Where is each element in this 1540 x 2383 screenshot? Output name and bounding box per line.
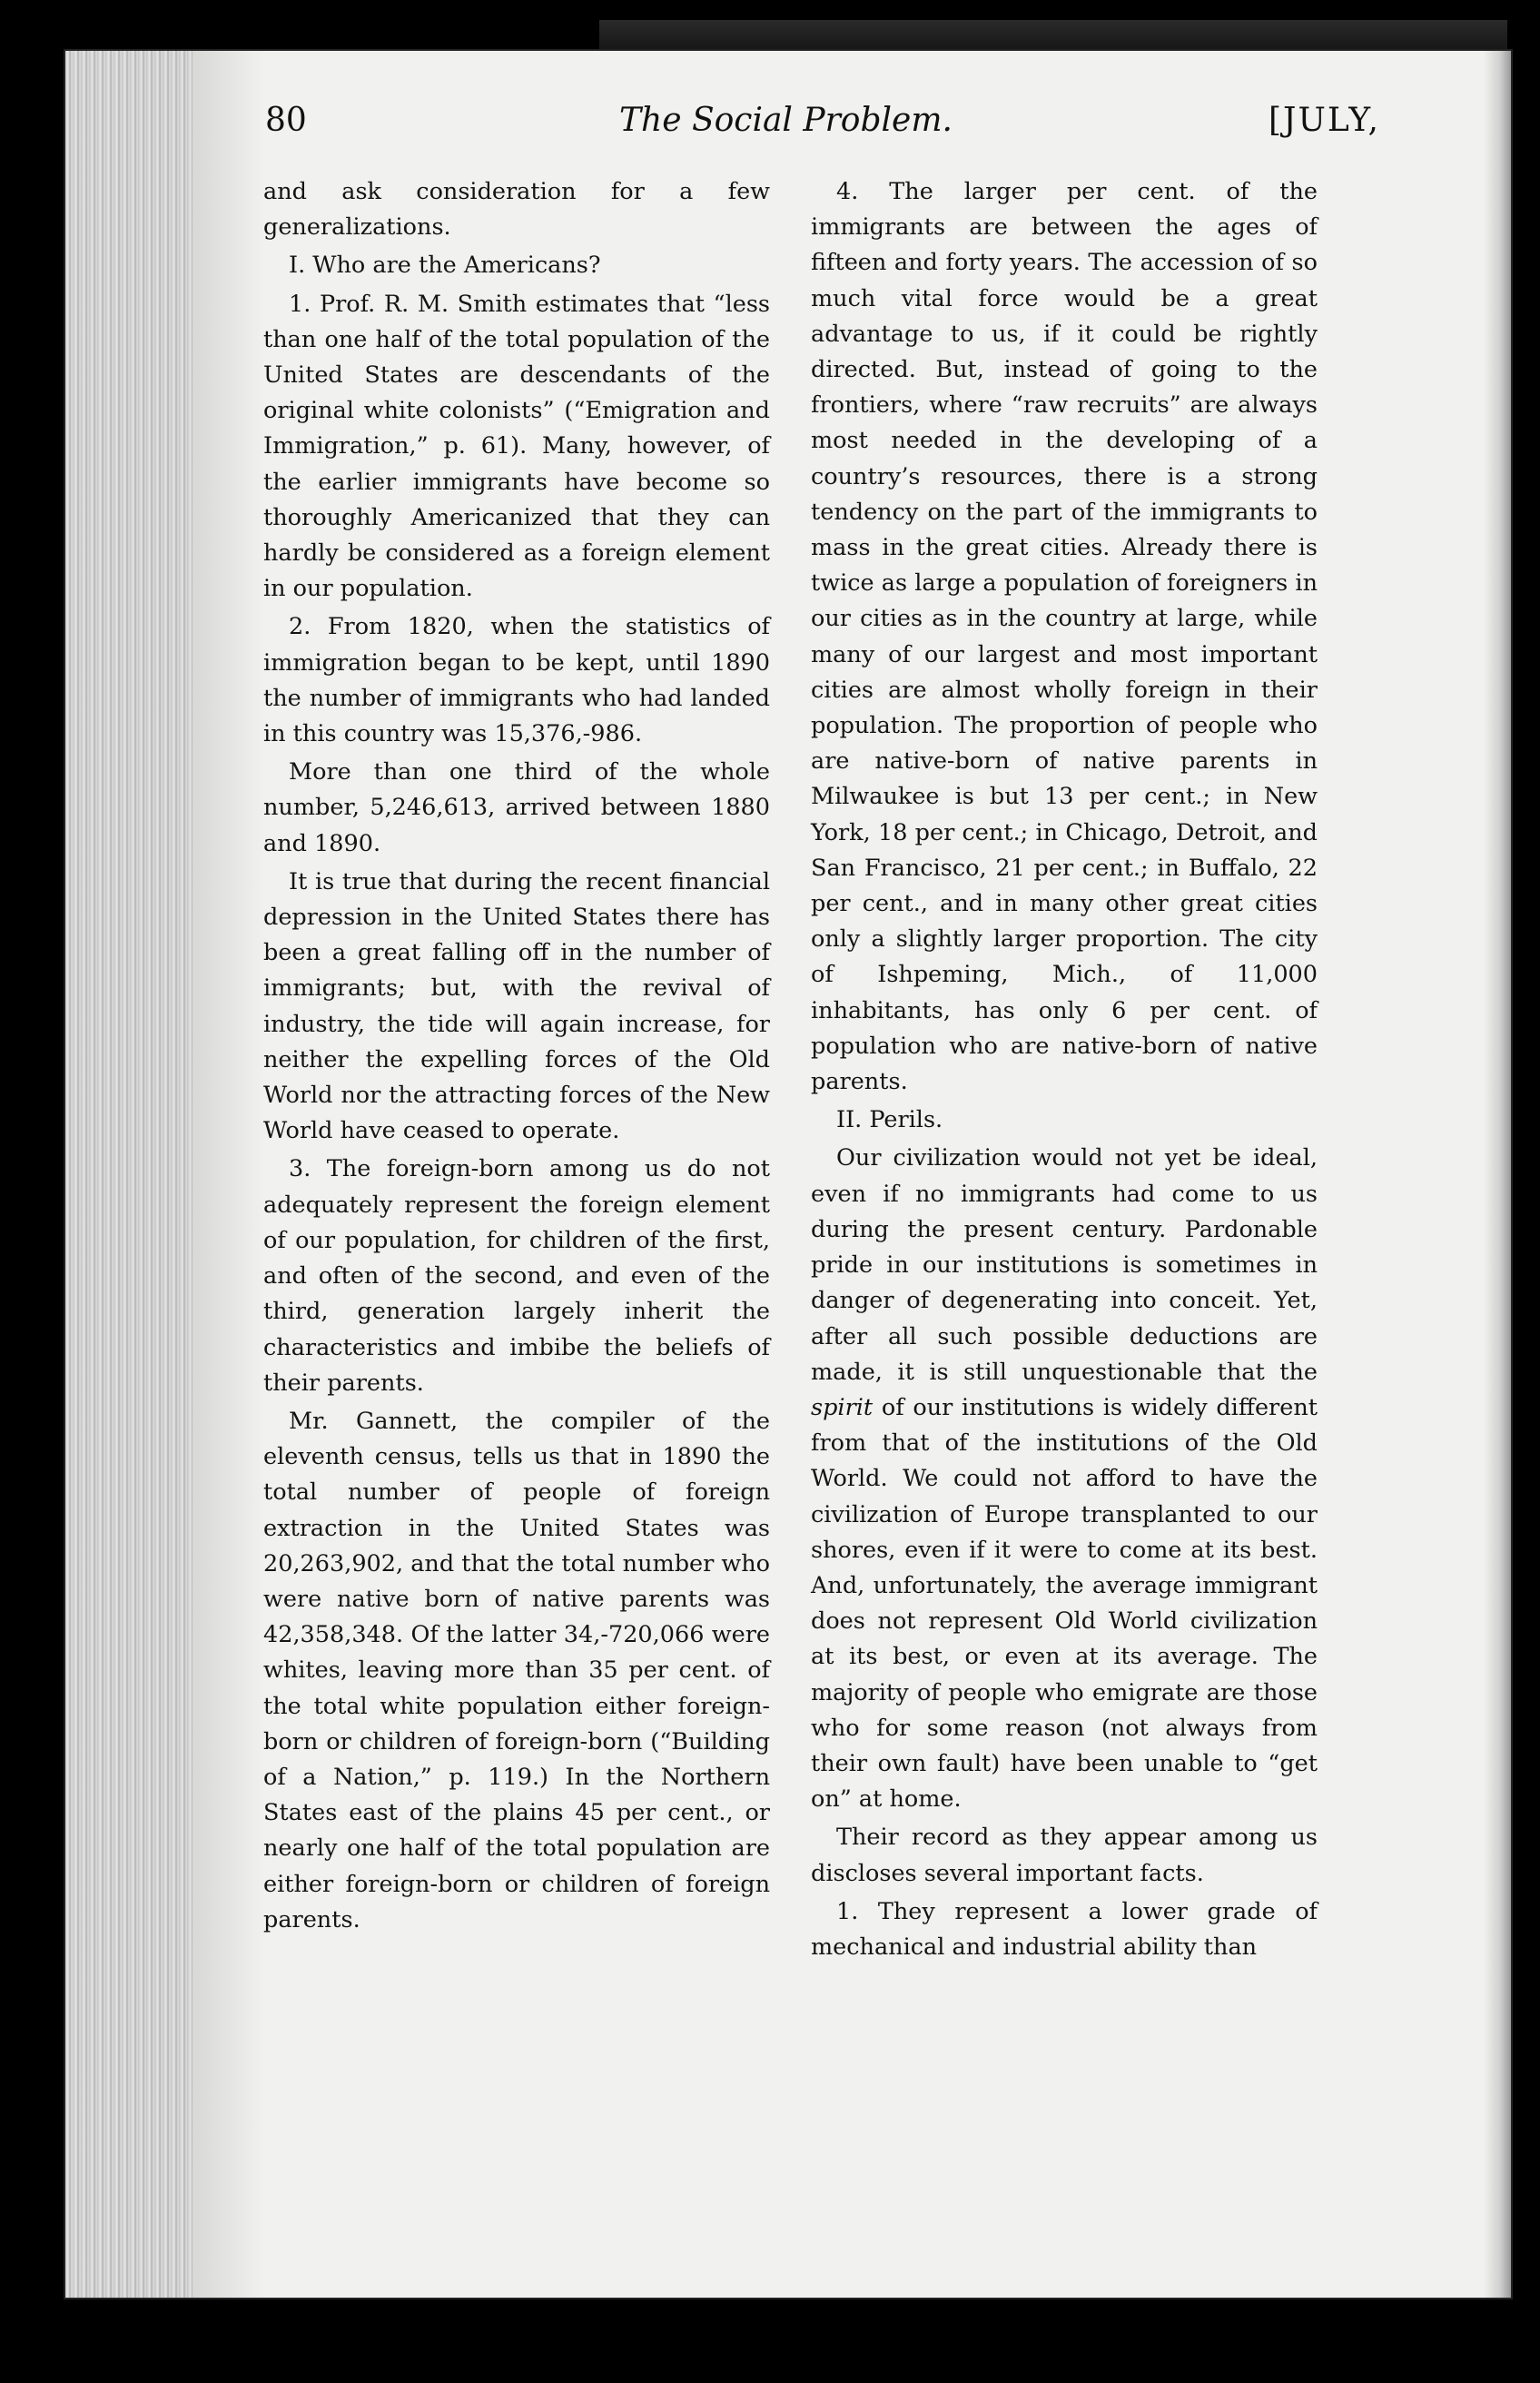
paragraph: 3. The foreign-born among us do not adequately represent the foreign element of our population, for children of the first, and often of the second, and even of the third, generation largely inherit the characteristics and imbibe the beliefs of their parents. — [263, 1155, 770, 1397]
paragraph: Their record as they appear among us discloses several important facts. — [811, 1824, 1318, 1887]
page-stack-edges — [65, 51, 192, 2298]
paragraph: More than one third of the whole number, 5,246,613, arrived between 1880 and 1890. — [263, 758, 770, 857]
left-column — [263, 174, 770, 1941]
section-heading: I. Who are the Americans? — [289, 252, 601, 280]
paragraph: 1. They represent a lower grade of mechanical and industrial ability than — [811, 1897, 1318, 1961]
paragraph-text: Our civilization would not yet be ideal, even if no immigrants had come to us during the present century. Pardonable pride in our institutions is sometimes in danger of degenerating into conceit. Yet, after all such possible deductions are made, it is still unquestionable that the — [811, 1144, 1318, 1386]
paragraph: 2. From 1820, when the statistics of immigration began to be kept, until 1890 the number of immigrants who had landed in this country was 15,376,-986. — [263, 613, 770, 748]
page-number: 80 — [265, 102, 307, 139]
paragraph: 4. The larger per cent. of the immigrants are between the ages of fifteen and forty years. The accession of so much vital force would be a great advantage to us, if it could be rightly directed. But, instead of going to the frontiers, where “raw recruits” are always most needed in the developing of a country’s resources, there is a strong tendency on the part of the immigrants to mass in the great cities. Already there is twice as large a population of foreigners in our cities as in the country at large, while many of our largest and most important cities are almost wholly foreign in their population. The proportion of people who are native-born of native parents in Milwaukee is but 13 per cent.; in New York, 18 per cent.; in Chicago, Detroit, and San Francisco, 21 per cent.; in Buffalo, 22 per cent., and in many other great cities only a slightly larger proportion. The city of Ishpeming, Mich., of 11,000 inhabitants, has only 6 per cent. of population who are native-born of native parents. — [811, 178, 1318, 1096]
paragraph: and ask consideration for a few generalizations. — [263, 178, 770, 242]
paragraph: 1. Prof. R. M. Smith estimates that “less than one half of the total population of the United States are descendants of the original white colonists” (“Emigration and Immigration,” p. 61). Many, however, of the earlier immigrants have become so thoroughly Americanized that they can hardly be considered as a foreign element in our population. — [263, 290, 770, 603]
running-title: The Social Problem. — [619, 102, 953, 139]
emphasis-spirit: spirit — [811, 1393, 874, 1421]
section-heading: II. Perils. — [836, 1106, 943, 1134]
paragraph-text: of our institutions is widely different from that of the institutions of the Old World. We could not afford to have the civilization of Europe transplanted to our shores, even if it were to come at its best. And, unfortunately, the average immigrant does not represent Old World civilization at its best, or even at its average. The majority of people who emigrate are those who for some reason (not always from their own fault) have been unable to “get on” at home. — [811, 1393, 1318, 1814]
page-edge-fade — [192, 51, 265, 2298]
paragraph: It is true that during the recent financial depression in the United States there has been a great falling off in the number of immigrants; but, with the revival of industry, the tide will again increase, for neither the expelling forces of the Old World nor the attracting forces of the New World have ceased to operate. — [263, 867, 770, 1145]
running-header — [265, 102, 1380, 156]
paragraph: Mr. Gannett, the compiler of the eleventh census, tells us that in 1890 the total number of people of foreign extraction in the United States was 20,263,902, and that the total number who were native born of native parents was 42,358,348. Of the latter 34,-720,066 were whites, leaving more than 35 per cent. of the total white population either foreign-born or children of foreign-born (“Building of a Nation,” p. 119.) In the Northern States east of the plains 45 per cent., or nearly one half of the total population are either foreign-born or children of foreign parents. — [263, 1407, 771, 1933]
right-column — [811, 174, 1318, 1968]
running-date: [JULY, — [1269, 102, 1380, 139]
paragraph — [811, 1141, 1318, 1817]
page-gutter — [1484, 51, 1511, 2298]
